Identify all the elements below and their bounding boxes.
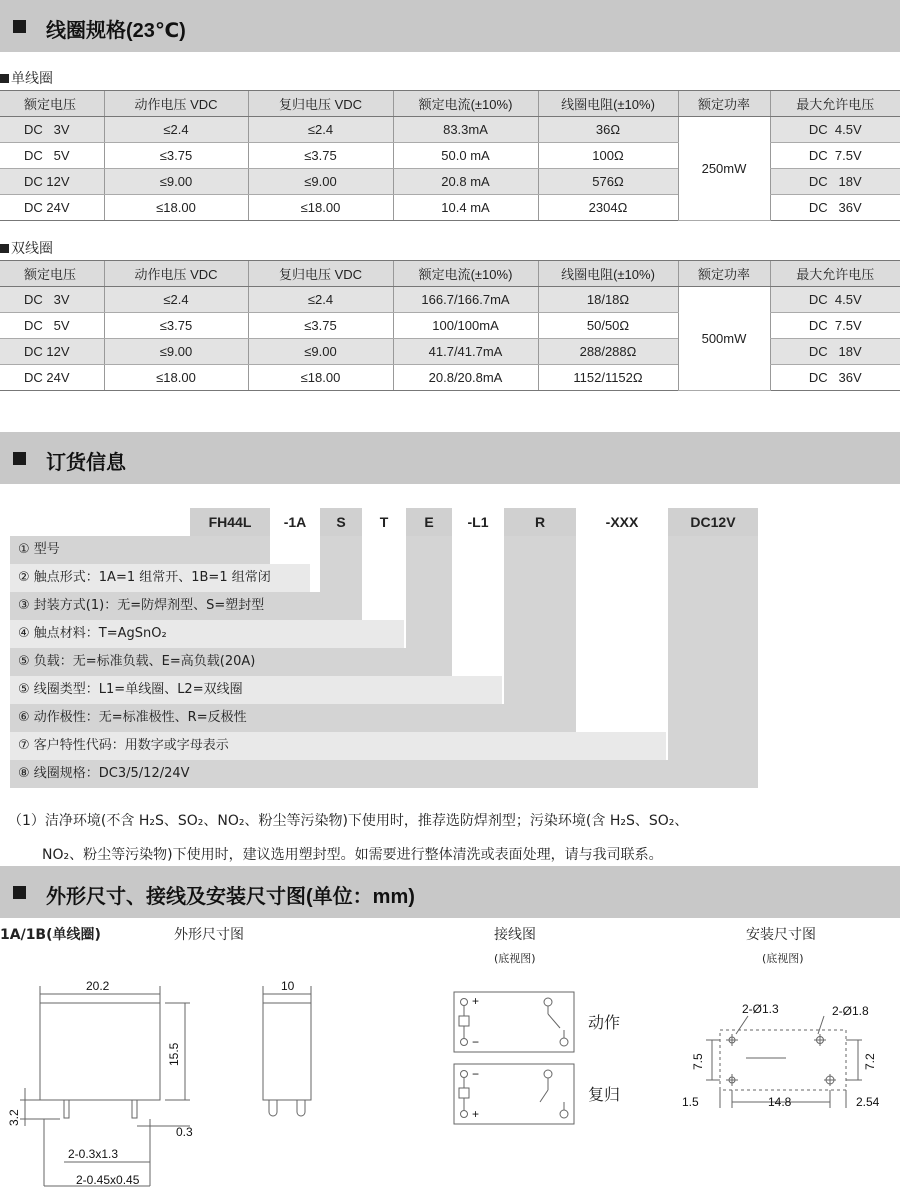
- order-item: ⑦ 客户特性代码：用数字或字母表示: [10, 732, 666, 760]
- square-bullet-icon: [13, 886, 26, 899]
- table-cell: DC 12V: [0, 339, 104, 365]
- table-cell: DC 18V: [770, 339, 900, 365]
- header-cell: 线圈电阻(±10%): [538, 261, 678, 287]
- table-cell: DC 24V: [0, 365, 104, 391]
- table-cell: 20.8/20.8mA: [393, 365, 538, 391]
- wiring-subtitle: (底视图): [494, 952, 536, 965]
- order-item: ⑤ 线圈类型：L1=单线圈、L2=双线圈: [10, 676, 502, 704]
- table-cell: 50/50Ω: [538, 313, 678, 339]
- minus-sign: −: [472, 1067, 480, 1081]
- hole-size-label-1: 2-Ø1.3: [742, 1002, 779, 1016]
- table-cell: ≤18.00: [248, 195, 393, 221]
- dim-15-label: 1.5: [682, 1095, 699, 1109]
- table-cell: DC 4.5V: [770, 287, 900, 313]
- table-cell: ≤3.75: [248, 313, 393, 339]
- section-title: 线圈规格(23℃): [46, 20, 186, 42]
- table-cell: DC 7.5V: [770, 143, 900, 169]
- dim-75-label: 7.5: [691, 1053, 705, 1070]
- table-cell: 100Ω: [538, 143, 678, 169]
- table-cell: DC 5V: [0, 313, 104, 339]
- order-item: ④ 触点材料：T=AgSnO₂: [10, 620, 404, 648]
- table-cell: 83.3mA: [393, 117, 538, 143]
- header-cell: 额定功率: [678, 261, 770, 287]
- header-cell: 最大允许电压: [770, 261, 900, 287]
- header-cell: 额定电流(±10%): [393, 91, 538, 117]
- table-cell: 41.7/41.7mA: [393, 339, 538, 365]
- order-item: ⑥ 动作极性：无=标准极性、R=反极性: [10, 704, 576, 732]
- table-cell: ≤2.4: [248, 117, 393, 143]
- hole-size-label-2: 2-Ø1.8: [832, 1004, 869, 1018]
- dim-pin-thickness-label: 0.3: [176, 1125, 193, 1139]
- order-code-coil-spec: DC12V: [668, 508, 758, 536]
- order-code-load: E: [406, 508, 452, 536]
- connector-bar: [668, 536, 758, 788]
- section-title: 外形尺寸、接线及安装尺寸图(单位：mm): [46, 886, 415, 908]
- table-cell: DC 18V: [770, 169, 900, 195]
- order-code-coil-type: -L1: [467, 514, 489, 530]
- table-cell: 10.4 mA: [393, 195, 538, 221]
- table-header-row: [0, 91, 900, 117]
- table-cell: ≤9.00: [104, 169, 248, 195]
- relay-body-outline: [40, 1003, 160, 1100]
- dim-height-label: 15.5: [167, 1042, 181, 1066]
- dim-pin-size-label: 2-0.3x1.3: [68, 1147, 119, 1161]
- table-cell: DC 5V: [0, 143, 104, 169]
- table-cell: 2304Ω: [538, 195, 678, 221]
- dim-72-label: 7.2: [863, 1053, 877, 1070]
- table-cell: ≤2.4: [104, 117, 248, 143]
- order-code-polarity: R: [504, 508, 576, 536]
- table-cell: 18/18Ω: [538, 287, 678, 313]
- single-coil-table: [0, 90, 900, 221]
- dim-width-label: 20.2: [86, 979, 110, 993]
- table-cell: ≤18.00: [104, 365, 248, 391]
- header-cell: 额定电压: [0, 91, 104, 117]
- table-cell: ≤9.00: [104, 339, 248, 365]
- subheading-single-coil: 单线圈: [0, 68, 53, 88]
- subheading-dual-coil: 双线圈: [0, 238, 53, 258]
- order-item: ① 型号: [10, 536, 270, 564]
- wiring-drawing-title: 接线图: [494, 927, 536, 943]
- operate-state-label: 动作: [588, 1013, 621, 1032]
- square-bullet-icon: [13, 20, 26, 33]
- header-cell: 动作电压 VDC: [104, 91, 248, 117]
- table-row: [0, 117, 900, 143]
- plus-sign: +: [472, 994, 480, 1008]
- table-cell: 288/288Ω: [538, 339, 678, 365]
- header-cell: 额定电压: [0, 261, 104, 287]
- footnote-line-1: （1）洁净环境(不含 H₂S、SO₂、NO₂、粉尘等污染物)下使用时，推荐选防焊剂型；污染环境(含 H₂S、SO₂、: [8, 813, 689, 829]
- dim-148-label: 14.8: [768, 1095, 792, 1109]
- order-code-contact: -1A: [283, 514, 307, 530]
- order-item: ⑤ 负载：无=标准负载、E=高负载(20A): [10, 648, 452, 676]
- square-bullet-icon: [0, 74, 9, 83]
- table-cell: DC 36V: [770, 195, 900, 221]
- dim-pin-size-label-2: 2-0.45x0.45: [76, 1173, 140, 1187]
- dim-depth-label: 10: [281, 979, 295, 993]
- table-cell: 166.7/166.7mA: [393, 287, 538, 313]
- header-cell: 最大允许电压: [770, 91, 900, 117]
- mount-drawing-title: 安装尺寸图: [746, 927, 816, 943]
- table-cell: ≤3.75: [104, 313, 248, 339]
- table-cell: 20.8 mA: [393, 169, 538, 195]
- mounting-diagram: [676, 996, 894, 1116]
- table-cell: ≤3.75: [248, 143, 393, 169]
- square-bullet-icon: [0, 244, 9, 253]
- header-cell: 额定功率: [678, 91, 770, 117]
- connector-bar: [504, 536, 576, 732]
- table-cell: ≤18.00: [104, 195, 248, 221]
- table-cell: ≤2.4: [248, 287, 393, 313]
- table-header-row: [0, 261, 900, 287]
- header-cell: 线圈电阻(±10%): [538, 91, 678, 117]
- outline-front-view: [0, 976, 210, 1192]
- plus-sign: +: [472, 1107, 480, 1121]
- dual-coil-table: [0, 260, 900, 391]
- mount-outline: [720, 1030, 846, 1090]
- outline-side-view: [255, 976, 325, 1136]
- outline-drawing-title: 外形尺寸图: [174, 927, 244, 943]
- table-cell: ≤9.00: [248, 339, 393, 365]
- table-cell: ≤9.00: [248, 169, 393, 195]
- dim-pin-length-label: 3.2: [7, 1109, 21, 1126]
- table-cell: 50.0 mA: [393, 143, 538, 169]
- table-cell: DC 4.5V: [770, 117, 900, 143]
- header-cell: 额定电流(±10%): [393, 261, 538, 287]
- table-cell: DC 3V: [0, 287, 104, 313]
- order-code-customer: -XXX: [605, 514, 639, 530]
- model-label: 1A/1B(单线圈): [0, 927, 101, 943]
- relay-side-outline: [263, 1003, 311, 1100]
- footnote-line-2: NO₂、粉尘等污染物)下使用时，建议选用塑封型。如需要进行整体清洗或表面处理，请与我司联系。: [42, 847, 663, 863]
- minus-sign: −: [472, 1035, 480, 1049]
- rated-power-cell: 500mW: [678, 287, 770, 391]
- table-row: [0, 287, 900, 313]
- table-cell: ≤2.4: [104, 287, 248, 313]
- table-cell: 576Ω: [538, 169, 678, 195]
- section-banner-coil-spec: [0, 0, 900, 52]
- header-cell: 复归电压 VDC: [248, 261, 393, 287]
- reset-state-label: 复归: [588, 1085, 621, 1104]
- rated-power-cell: 250mW: [678, 117, 770, 221]
- table-cell: 1152/1152Ω: [538, 365, 678, 391]
- square-bullet-icon: [13, 452, 26, 465]
- table-cell: DC 24V: [0, 195, 104, 221]
- section-title: 订货信息: [46, 452, 126, 474]
- section-banner-ordering: [0, 432, 900, 484]
- table-cell: DC 7.5V: [770, 313, 900, 339]
- table-cell: 100/100mA: [393, 313, 538, 339]
- table-cell: ≤3.75: [104, 143, 248, 169]
- wiring-diagram: [450, 990, 640, 1140]
- mount-subtitle: (底视图): [762, 952, 804, 965]
- header-cell: 动作电压 VDC: [104, 261, 248, 287]
- order-item: ⑧ 线圈规格：DC3/5/12/24V: [10, 760, 758, 788]
- order-code-material: T: [379, 514, 389, 530]
- table-cell: DC 36V: [770, 365, 900, 391]
- section-banner-dimensions: [0, 866, 900, 918]
- dim-254-label: 2.54: [856, 1095, 880, 1109]
- order-item: ② 触点形式：1A=1 组常开、1B=1 组常闭: [10, 564, 310, 592]
- table-cell: DC 3V: [0, 117, 104, 143]
- order-code-model: FH44L: [190, 508, 270, 536]
- table-cell: 36Ω: [538, 117, 678, 143]
- table-cell: DC 12V: [0, 169, 104, 195]
- order-code-package: S: [320, 508, 362, 536]
- table-cell: ≤18.00: [248, 365, 393, 391]
- order-item: ③ 封装方式(1)：无=防焊剂型、S=塑封型: [10, 592, 362, 620]
- header-cell: 复归电压 VDC: [248, 91, 393, 117]
